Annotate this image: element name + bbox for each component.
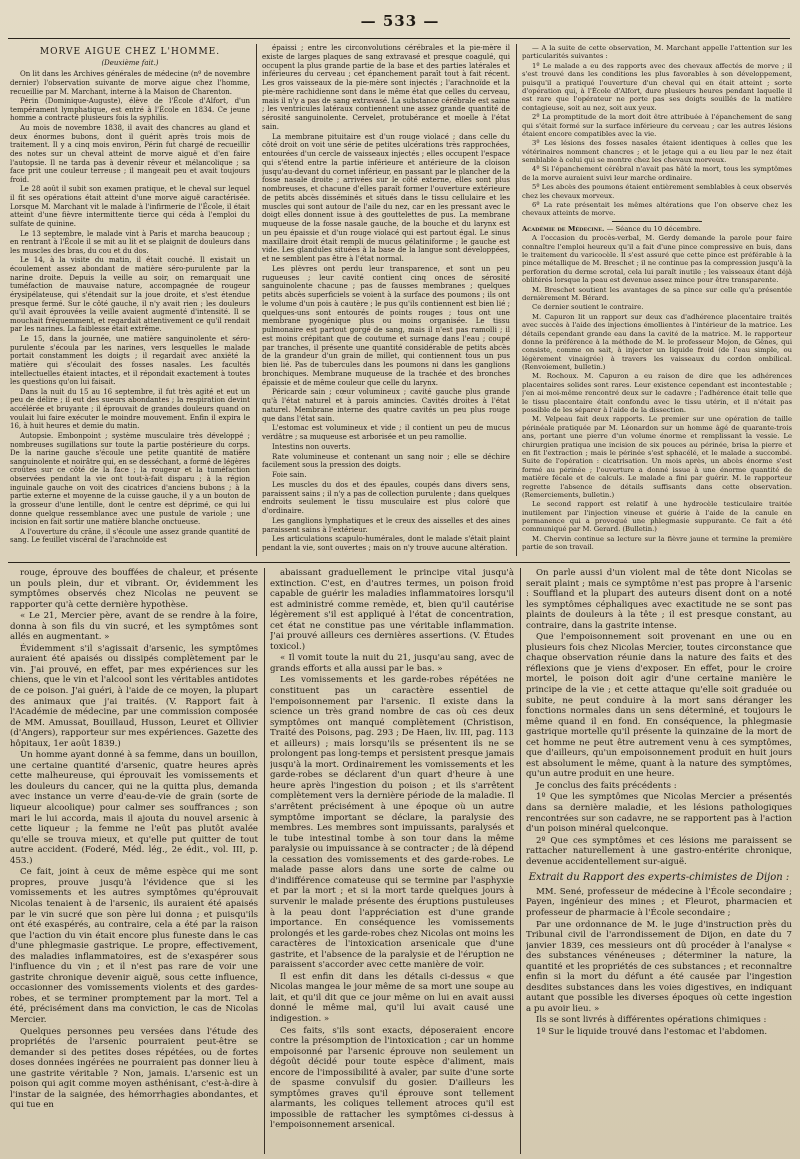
paragraph: La membrane pituitaire est d'un rouge violacé ; dans celle du côté droit on voit une série de petites ulcérations très rapprochées, entourées d'un cercle de vaisseaux injectés ; elles occupent l'espace qui s'étend entre la partie inférieure et antérieure de la cloison jusqu'au-devant du cornet inférieur, en passant par le plancher de la fosse nasale droite ; arrivées sur le côté externe, elles sont plus nombreuses, et chacune d'elles paraît former l'ouverture extérieure de petits abcès disséminés et situés dans le tissu cellulaire et les muscles qui sont autour de l'aile du nez, car en les pressant avec le doigt elles donnent issue à des gouttelettes de pus. La membrane muqueuse de la fosse nasale gauche, de la bouche et du larynx est un peu épaissie et d'un rouge violacé qui est partout égal. Le sinus maxillaire droit était rempli de mucus gélatiniforme ; le gauche est vide. Les glandules situées à la base de la langue sont développées, et ne semblent pas être à l'état normal. (262, 131, 510, 263)
paragraph: On lit dans les Archives générales de médecine (nº de novembre dernier) l'observation suivante de morve aigue chez l'homme, recueillie par M. Marchant, interne à la Maison de Charenton. (10, 70, 250, 96)
academy-heading: Académie de Médecine. — Séance du 10 décembre. (522, 224, 701, 233)
article-subtitle: (Deuxième fait.) (101, 58, 159, 67)
paragraph: Foie sain. (272, 470, 307, 479)
paragraph: Au mois de novembre 1838, il avait des chancres au gland et deux énormes bubons, dont il guérit après trois mois de traitement. Il y a cinq mois environ, Périn fut chargé de recueillir des notes sur un cheval atteint de morve aiguë et d'en faire l'autopsie. Il ne tarda pas à devenir rêveur et mélancolique ; sa face prit une couleur terreuse ; il mangeait peu et avait toujours froid. (10, 124, 250, 184)
column-poison-discussion (10, 568, 258, 1154)
paragraph: 2º La promptitude de la mort doit être attribuée à l'épanchement de sang qui s'était formé sur la surface inférieure du cerveau ; car les autres lésions étaient encore compatibles avec la vie. (522, 113, 792, 138)
paragraph: M. Capuron lit un rapport sur deux cas d'adhérence placentaire traités avec succès à l'aide des injections émollientes à l'intérieur de la matrice. Les détails cependant grande eau dans la cavité de la matrice. M. le rapporteur donne la préférence à la méthode de M. le professeur Mojon, de Gênes, qui consiste, comme on sait, à injecter un liquide froid (de l'eau simple, ou légèrement vinaigrée) à travers les vaisseaux du cordon ombilical. (Renvoiement, bulletin.) (522, 312, 792, 372)
paragraph: Dans la nuit du 15 au 16 septembre, il fut très agité et eut un peu de délire ; il eut des sueurs abondantes ; la respiration devint accélérée et bruyante ; il éprouvait de grandes douleurs quand on voulait lui faire exécuter le moindre mouvement. Enfin il expira le 16, à huit heures et demie du matin. (10, 387, 250, 431)
paragraph: Les vomissements et les garde-robes répétées ne constituent pas un caractère essentiel de l'empoisonnement par l'arsenic. Il existe dans la science un très grand nombre de cas où ces deux symptômes ont manqué complètement (Christison, Traité des Poisons, pag. 293 ; De Haen, liv. III, pag. 113 et ailleurs) ; mais lorsqu'ils se présentent ils ne se prolongent pas long-temps et persistent presque jamais jusqu'à la mort. Ordinairement les vomissements et les garde-robes se déclarent d'un quart d'heure à une heure après l'ingestion du poison ; et ils s'arrêtent complètement vers la dernière période de la maladie. Il s'arrêtent précisément à une époque où un autre symptôme important se déclare, la paralysie des membres. Les membres sont impuissants, paralysés et le tube intestinal tombe à son tour dans la même paralysie ou impuissance à se contracter ; de là dépend la cessation des vomissements et des garde-robes. Le malade passe alors dans une sorte de calme ou d'indifférence comateuse qui se termine par l'asphyxie et par la mort ; et si la mort tarde quelques jours à survenir le malade présente des éruptions pustuleuses à la peau dont l'appréciation est d'une grande importance. En conséquence les vomissements prolongés et les garde-robes chez Nicolas ont moins les caractères de l'intoxication arsenicale que d'une gastrite, et l'absence de la paralysie et de l'éruption ne paraissent s'accorder avec cette manière de voir. (270, 675, 514, 971)
paragraph: 3º Les lésions des fosses nasales étaient identiques à celles que les vétérinaires nomment chancres ; et le jetage qui a eu lieu par le nez était semblable à celui qui se montre chez les chevaux morveux. (522, 139, 792, 165)
extract-title: Extrait du Rapport des experts-chimistes de Dijon : (528, 872, 790, 884)
paragraph: Ce fait, joint à ceux de même espèce qui me sont propres, prouve jusqu'à l'évidence que si les vomissements et les autres symptômes qu'éprouvait Nicolas tenaient à de l'arsenic, ils auraient été apaisés par le vin sucré que son père lui donna ; et puisqu'ils ont été exaspérés, au contraire, cela a été par la raison que l'action du vin était encore plus funeste dans le cas d'une phlegmasie gastrique. Le propre, effectivement, des maladies inflammatoires, est de s'exaspérer sous l'influence du vin ; et il n'est pas rare de voir une gastrite chronique devenir aiguë, sous cette influence, occasionner des vomissements violents et des gardes-robes, et se terminer promptement par la mort. Tel a été, précisément dans ma conviction, le cas de Nicolas Mercier. (10, 867, 258, 1025)
paragraph: Le 13 septembre, le malade vint à Paris et marcha beaucoup ; en rentrant à l'École il se mit au lit et se plaignit de douleurs dans les muscles des bras, du cou et du dos. (10, 229, 250, 255)
paragraph: Le 15, dans la journée, une matière sanguinolente et séro-purulente s'écoula par les narines, vers lesquelles le malade portait constamment les doigts ; il regardait avec anxiété la matière qui s'écoulait des fosses nasales. Les facultés intellectuelles étaient intactes, et il répondait exactement à toutes les questions qu'on lui faisait. (10, 335, 250, 387)
paragraph: Ce dernier soutient le contraire. (532, 303, 644, 312)
paragraph: Par une ordonnance de M. le juge d'instruction près du Tribunal civil de l'arrondissement de Dijon, en date du 7 janvier 1839, ces messieurs ont dû procéder à l'analyse « des substances vénéneuses ; déterminer la nature, la quantité et les propriétés de ces substances ; et reconnaître enfin si la mort du défunt a été causée par l'ingestion desdites substances dans les voies digestives, en indiquant autant que possible les diverses époques où cette ingestion a pu avoir lieu. » (526, 919, 792, 1014)
paragraph: Quelques personnes peu versées dans l'étude des propriétés de l'arsenic pourraient peut-être se demander si des petites doses répétées, ou de fortes doses données ingérées ne pourraient pas donner lieu à une gastrite véritable ? Non, jamais. L'arsenic est un poison qui agit comme moyen asthénisant, c'est-à-dire à l'instar de la saignée, des hémorrhagies abondantes, et qui tue en (10, 1026, 258, 1111)
section-rule (612, 221, 702, 222)
paragraph: Ils se sont livrés à différentes opérations chimiques : (536, 1015, 767, 1026)
paragraph: 5º Les abcès des poumons étaient entièrement semblables à ceux observés chez les chevaux morveux. (522, 183, 792, 200)
column-divider (520, 568, 521, 1154)
paragraph: — A la suite de cette observation, M. Marchant appelle l'attention sur les particularités suivantes : (522, 44, 792, 61)
paragraph: Périn (Dominique-Auguste), élève de l'École d'Alfort, d'un tempérament lymphatique, est entré à l'École en 1834. Ce jeune homme a contracté plusieurs fois la syphilis. (10, 97, 250, 123)
column-observations-academy (522, 44, 792, 556)
header-rule (8, 38, 790, 39)
column-divider (516, 44, 517, 556)
paragraph: 4º Si l'épanchement cérébral n'avait pas hâté la mort, tous les symptômes de la morve auraient suivi leur marche ordinaire. (522, 165, 792, 182)
paragraph: rouge, éprouve des bouffées de chaleur, et présente un pouls plein, dur et vibrant. Or, évidemment les symptômes observés chez Nicolas ne peuvent se rapporter qu'à cette dernière hypothèse. (10, 568, 258, 610)
paragraph: Les ganglions lymphatiques et le creux des aisselles et des aines paraissent sains à l'extérieur. (262, 515, 510, 534)
paragraph: « Le 21, Mercier père, avant de se rendre à la foire, donna à son fils du vin sucré, et les symptômes sont allés en augmentant. » (10, 611, 258, 643)
paragraph: Je conclus des faits précédents : (536, 780, 677, 791)
paragraph: Intestins non ouverts. (272, 441, 351, 451)
paragraph: Le second rapport est relatif à une hydrocèle testiculaire traitée inutilement par l'injection vineuse et guérie à l'aide de la canule en permanence qui a provoqué une phlegmasie suppurante. Ce fait a été communiqué par M. Gerard. (Bulletin.) (522, 500, 792, 534)
column-divider (256, 44, 257, 556)
paragraph: M. Chervin continue sa lecture sur la fièvre jaune et termine la première partie de son travail. (522, 534, 792, 552)
paragraph: On parle aussi d'un violent mal de tête dont Nicolas se serait plaint ; mais ce symptôme n'est pas propre à l'arsenic : Souffland et la plupart des auteurs disent dont on a noté les symptômes céphaliques avec exactitude ne se sont pas plaints de douleurs à la tête ; il est presque constant, au contraire, dans la gastrite intense. (526, 568, 792, 631)
paragraph: 2º Que ces symptômes et ces lésions me paraissent se rattacher naturellement à une gastro-entérite chronique, devenue accidentellement sur-aiguë. (526, 835, 792, 867)
article-title: MORVE AIGUE CHEZ L'HOMME. (39, 47, 221, 57)
paragraph: Ces faits, s'ils sont exacts, déposeraient encore contre la présomption de l'intoxication ; car un homme empoisonné par l'arsenic éprouve non seulement un dégoût décidé pour toute espèce d'aliment, mais encore de l'impossibilité à avaler, par suite d'une sorte de spasme convulsif du gosier. D'ailleurs les symptômes graves qu'il éprouve sont tellement alarmants, les coliques tellement atroces qu'il est impossible de rattacher les symptômes ci-dessus à l'empoisonnement arsenical. (270, 1025, 514, 1131)
paragraph: épaissi ; entre les circonvolutions cérébrales et la pie-mère il existe de larges plaques de sang extravasé et presque coagulé, qui occupent la plus grande partie de la base et des parties latérales et inférieures du cerveau ; cet épanchement paraît tout à fait récent. Les gros vaisseaux de la pie-mère sont injectés ; l'arachnoïde et la pie-mère rachidienne sont dans le même état que celles du cerveau, mais il n'y a pas de sang extravasé. La substance cérébrale est saine ; les ventricules latéraux contiennent une assez grande quantité de sérosité sanguinolente. Cervelet, protubérance et moelle à l'état sain. (262, 44, 510, 131)
paragraph: A l'occasion du procès-verbal, M. Gerdy demande la parole pour faire connaître l'emploi heureux qu'il a fait d'une pince compressive en buis, dans le traitement du varicocèle. Il s'est assuré que cette pince est préférable à la pince métallique de M. Breschet ; il ne continue pas la compression jusqu'à la perforation du derme scrotal, cela lui paraît inutile ; les vaisseaux étant déjà oblitérés lorsque la peau est devenue assez mince pour être transparente. (522, 234, 792, 285)
paragraph: 1º Sur le liquide trouvé dans l'estomac et l'abdomen. (536, 1026, 768, 1037)
page-number: — 533 — (360, 12, 440, 30)
section-break-rule (8, 562, 790, 563)
column-divider (264, 568, 265, 1154)
paragraph: Autopsie. Embonpoint ; système musculaire très développé ; nombreuses sugillations sur toute la partie postérieure du corps. De la narine gauche s'écoule une petite quantité de matière sanguinolente et noirâtre qui, en se desséchant, a formé de légères croûtes sur ce côté de la face ; la rougeur et la tuméfaction observées pendant la vie ont tout-à-fait disparu ; à la région inguinale gauche on voit des cicatrices d'anciens bubons ; à la partie externe et moyenne de la cuisse gauche, il y a un bouton de la grosseur d'une lentille, dont le centre est déprimé, ce qui lui donne quelque ressemblance avec une pustule de variole ; une incision en fait sortir une matière blanche onctueuse. (10, 431, 250, 527)
paragraph: Les muscles du dos et des épaules, coupés dans divers sens, paraissent sains ; il n'y a pas de collection purulente ; dans quelques endroits seulement le tissu musculaire est plus coloré que d'ordinaire. (262, 479, 510, 515)
paragraph: Rate volumineuse et contenant un sang noir ; elle se déchire facilement sous la pression des doigts. (262, 451, 510, 470)
paragraph: Les articulations scapulo-humérales, dont le malade s'était plaint pendant la vie, sont ouvertes ; mais on n'y trouve aucune altération. (262, 534, 510, 552)
paragraph: M. Rochoux. M. Capuron a eu raison de dire que les adhérences placentaires solides sont rares. Leur existence cependant est incontestable ; j'en ai moi-même rencontré deux sur le cadavre ; l'adhérence était telle que le tissu placentaire était confondu avec le tissu utérin, et il n'était pas possible de les séparer à l'aide de la dissection. (522, 372, 792, 415)
paragraph: « Il vomit toute la nuit du 21, jusqu'au sang, avec de grands efforts et alla aussi par le bas. » (270, 653, 514, 674)
column-morve-case (10, 44, 250, 556)
paragraph: 1º Que les symptômes que Nicolas Mercier a présentés dans sa dernière maladie, et les lésions pathologiques rencontrées sur son cadavre, ne se rapportent pas à l'action d'un poison minéral quelconque. (526, 792, 792, 835)
paragraph: M. Breschet soutient les avantages de sa pince sur celle qu'a présentée dernièrement M. Bérard. (522, 285, 792, 302)
paragraph: abaissant graduellement le principe vital jusqu'à extinction. C'est, en d'autres termes, un poison froid capable de guérir les maladies inflammatoires lorsqu'il est administré comme remède, et, bien qu'il cautérise légèrement s'il est appliqué à l'état de concentration, cet état ne constitue pas une véritable inflammation. J'ai prouvé ailleurs ces dernières assertions. (V. Études toxicol.) (270, 568, 514, 652)
paragraph: Péricarde sain ; cœur volumineux ; cavité gauche plus grande qu'à l'état naturel et à parois amincies. Cavités droites à l'état naturel. Membrane interne des quatre cavités un peu plus rouge que dans l'état sain. (262, 387, 510, 423)
paragraph: Le 14, à la visite du matin, il était couché. Il existait un écoulement assez abondant de matière séro-purulente par la narine droite. Depuis la veille au soir, on remarquait une tuméfaction de mauvaise nature, accompagnée de rougeur érysipélateuse, qui s'étendait sur la joue droite, et s'est étendue presque fermé. Sur le côté gauche, il n'y avait rien ; les douleurs qu'il avait éprouvées la veille avaient augmenté d'intensité. Il se mouchait fréquemment, et regardait attentivement ce qu'il rendait par les narines. La faiblesse était extrême. (10, 256, 250, 334)
paragraph: 1º Le malade a eu des rapports avec des chevaux affectés de morve ; il s'est trouvé dans les conditions les plus favorables à son développement, puisqu'il a pratiqué l'ouverture d'un cheval qui en était atteint ; sorte d'opération qui, à l'École d'Alfort, dure plusieurs heures pendant laquelle il est rare que l'opérateur ne porte pas ses doigts souillés de la matière contagieuse, soit au nez, soit aux yeux. (522, 61, 792, 112)
paragraph: MM. Sené, professeur de médecine à l'École secondaire ; Payen, ingénieur des mines ; et Fleurot, pharmacien et professeur de pharmacie à l'École secondaire ; (526, 886, 792, 918)
column-symptoms (270, 568, 514, 1154)
paragraph: A l'ouverture du crâne, il s'écoule une assez grande quantité de sang. Le feuillet viscéral de l'arachnoïde est (10, 527, 250, 545)
paragraph: M. Velpeau fait deux rapports. Le premier sur une opération de taille périnéale pratiquée par M. Léonardon sur un homme âgé de quarante-trois ans, portant une pierre d'un volume énorme et remplissant la vessie. Le chirurgien pratiqua une incision de six pouces au périnée, brisa la pierre et en fit l'extraction ; mais le périnée s'est sphacélé, et le malade a succombé. Suite de l'opération : cicatrisation. Un mois après, un abcès énorme s'est formé au périnée ; l'ouverture a donné issue à une énorme quantité de matière fécale et de calculs. Le malade a fini par guérir. M. le rapporteur regrette l'absence de détails suffisants dans cette observation. (Remerciements, bulletin.) (522, 415, 792, 499)
paragraph: Il est enfin dit dans les détails ci-dessus « que Nicolas mangea le jour même de sa mort une soupe au lait, et qu'il dit que ce jour même on lui en avait aussi donné le même mal, qu'il lui avait causé une indigestion. » (270, 971, 514, 1024)
paragraph: Un homme ayant donné à sa femme, dans un bouillon, une certaine quantité d'arsenic, quatre heures après cette malheureuse, qui éprouvait les vomissements et les douleurs du cancer, qui ne la quitta plus, demanda avec instance un verre d'eau-de-vie de grain (sorte de liqueur alcoolique) pour calmer ses souffrances ; son mari le lui accorda, mais il ajouta du nouvel arsenic à cette liqueur ; la femme ne l'eût pas plutôt avalée qu'elle se trouva mieux, et qu'elle put quitter de tout autre accident. (Foderé, Méd. lég., 2e édit., vol. III, p. 453.) (10, 750, 258, 866)
paragraph: Les plèvres ont perdu leur transparence, et sont un peu rugueuses ; leur cavité contient cinq onces de sérosité sanguinolente chacune ; pas de fausses membranes ; quelques petits abcès superficiels se voient à la surface des poumons ; ils ont le volume d'un pois à cautère ; le pus qu'ils contiennent est bien lié ; quelques-uns sont entourés de points rouges ; tous ont une membrane pyogénique plus ou moins organisée. Le tissu pulmonaire est partout gorgé de sang, mais il n'est pas ramolli ; il est moins crépitant que de coutume et surnage dans l'eau ; coupé par tranches, il présente une quantité considérable de petits abcès de la grandeur d'un grain de millet, qui contiennent tous un pus bien lié. Pas de tubercules dans les poumons ni dans les ganglions bronchiques. Membrane muqueuse de la trachée et des bronches épaissie et de même couleur que celle du larynx. (262, 263, 510, 387)
paragraph: Que l'empoisonnement soit provenant en une ou en plusieurs fois chez Nicolas Mercier, toutes circonstance que chaque observation réunie dans la nature des faits et des réflexions que je viens d'exposer. En effet, pour le croire mortel, le poison doit agir d'une certaine manière le principe de la vie ; et cette attaque qu'elle soit graduée ou subite, ne peut conduire à la mort sans déranger les fonctions normales dans un sens déterminé, et toujours le même quand il en fond. En conséquence, la phlegmasie gastrique mortelle qu'il présente la quinzaine de la mort de cet homme ne peut être autrement venu à ces symptômes, que d'ailleurs, qu'un empoisonnement produit en huit jours est absolument le même, quant à la nature des symptômes, qu'un autre produit en une heure. (526, 632, 792, 780)
column-conclusions-report (526, 568, 792, 1154)
paragraph: Évidemment s'il s'agissait d'arsenic, les symptômes auraient été apaisés ou dissipés complètement par le vin. J'ai prouvé, en effet, par mes expériences sur les chiens, que le vin et l'alcool sont les véritables antidotes de ce poison. J'ai guéri, à l'aide de ce moyen, la plupart des animaux que j'ai traités. (V. Rapport fait à l'Académie de médecine, par une commission composée de MM. Amussat, Bouillaud, Husson, Leuret et Ollivier (d'Angers), rapporteur sur mes expériences. Gazette des hôpitaux, 1er août 1839.) (10, 643, 258, 749)
paragraph: L'estomac est volumineux et vide ; il contient un peu de mucus verdâtre ; sa muqueuse est arborisée et un peu ramollie. (262, 423, 510, 441)
column-autopsy (262, 44, 510, 556)
paragraph: Le 28 août il subit son examen pratique, et le cheval sur lequel il fit ses opérations était atteint d'une morve aiguë caractérisée. Lorsque M. Marchant vit le malade à l'infirmerie de l'École, il était atteint d'une fièvre intermittente tierce qui céda à l'emploi du sulfate de quinine. (10, 185, 250, 228)
paragraph: 6º La rate présentait les mêmes altérations que l'on observe chez les chevaux atteints de morve. (522, 201, 792, 218)
